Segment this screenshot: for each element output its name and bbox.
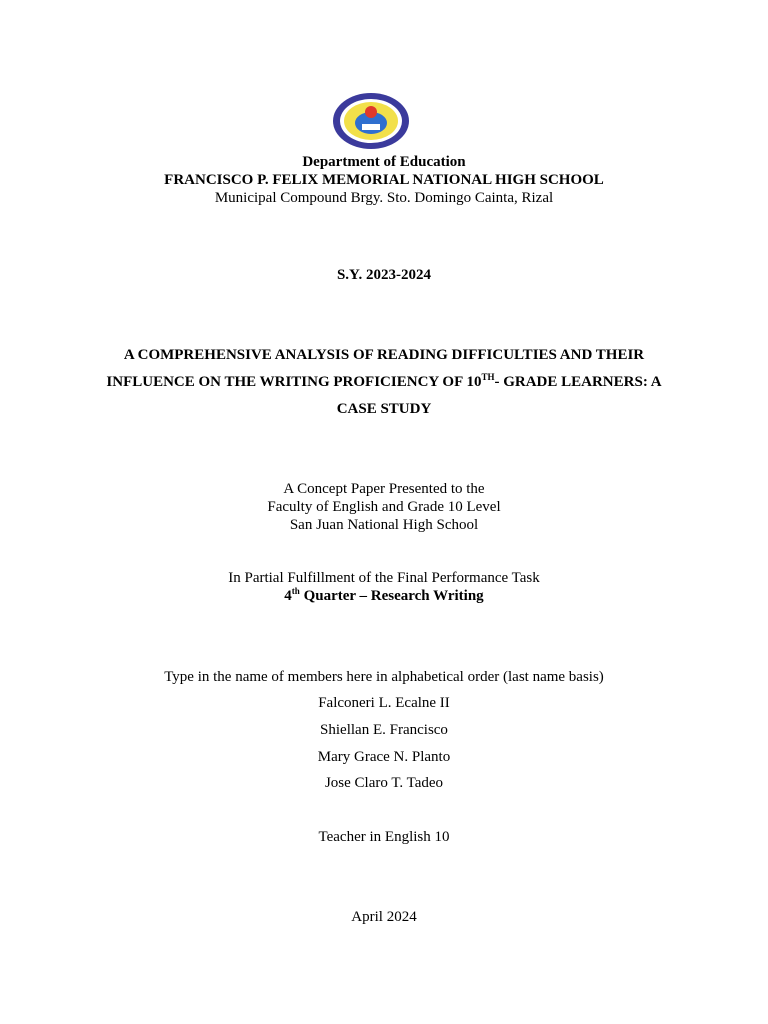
deped-seal-logo	[332, 92, 410, 150]
school-name: FRANCISCO P. FELIX MEMORIAL NATIONAL HIGH SCHOOL	[164, 172, 604, 188]
member-name: Falconeri L. Ecalne II	[318, 695, 450, 711]
quarter-superscript: th	[291, 586, 300, 596]
member-name: Shiellan E. Francisco	[320, 722, 448, 738]
quarter-line	[0, 587, 768, 605]
school-address: Municipal Compound Brgy. Sto. Domingo Cainta, Rizal	[214, 190, 554, 206]
presentation-line-1: A Concept Paper Presented to the	[283, 481, 485, 497]
title-superscript: TH	[481, 372, 495, 382]
teacher-label: Teacher in English 10	[318, 829, 450, 845]
title-line-2-text: INFLUENCE ON THE WRITING PROFICIENCY OF 10	[106, 374, 482, 390]
presentation-line-3: San Juan National High School	[289, 517, 479, 533]
quarter-text: Quarter – Research Writing	[299, 588, 484, 604]
department-name: Department of Education	[302, 154, 466, 170]
fulfillment-line: In Partial Fulfillment of the Final Performance Task	[228, 570, 540, 586]
paper-title	[96, 342, 672, 423]
school-year: S.Y. 2023-2024	[336, 267, 432, 283]
seal-red-torch	[365, 106, 377, 118]
title-line-2	[96, 369, 672, 396]
quarter-number: 4	[284, 588, 292, 604]
title-line-3: CASE STUDY	[336, 401, 432, 417]
member-name: Mary Grace N. Planto	[317, 749, 451, 765]
members-instruction: Type in the name of members here in alphabetical order (last name basis)	[164, 669, 604, 685]
title-line-2-end: - GRADE LEARNERS: A	[494, 374, 662, 390]
member-name: Jose Claro T. Tadeo	[324, 775, 444, 791]
seal-book	[362, 124, 380, 130]
title-line-1: A COMPREHENSIVE ANALYSIS OF READING DIFFICULTIES AND THEIR	[123, 347, 645, 363]
document-date: April 2024	[351, 909, 417, 925]
presentation-line-2: Faculty of English and Grade 10 Level	[267, 499, 501, 515]
